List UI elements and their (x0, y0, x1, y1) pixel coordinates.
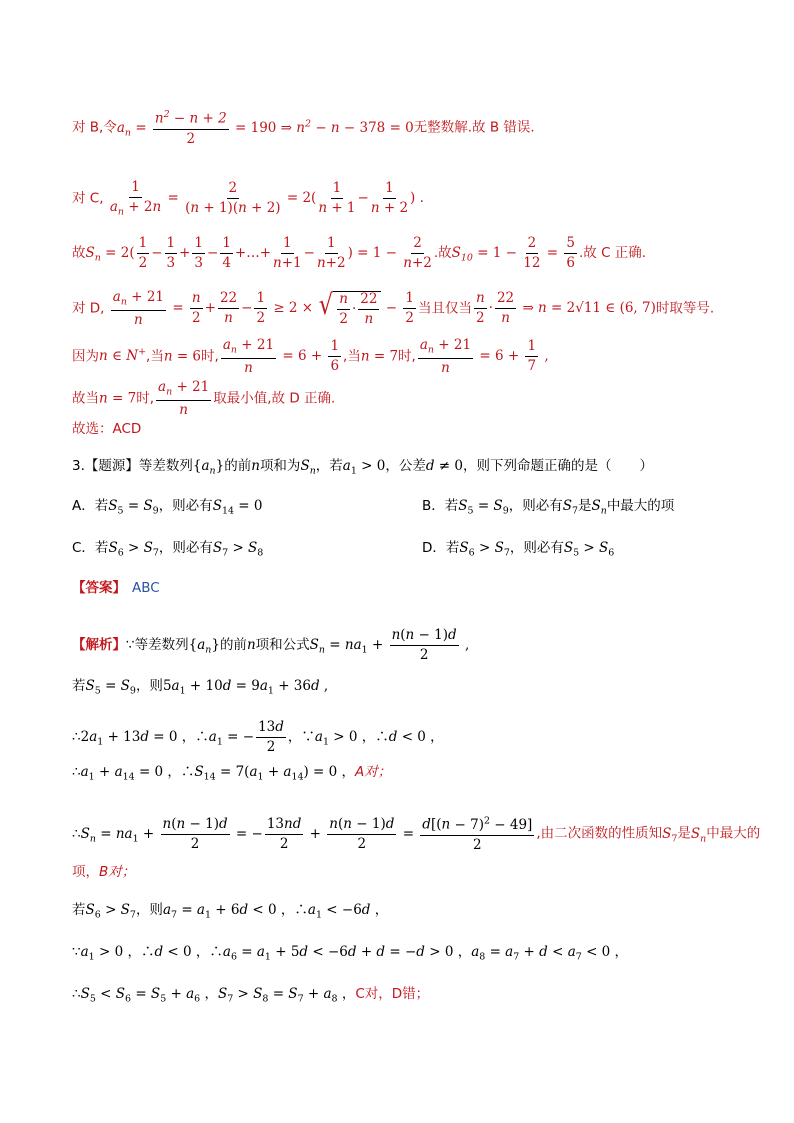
formula-f1: n = 7 (99, 390, 137, 407)
question-number: 3. (72, 458, 85, 474)
label-d: 对 D, (72, 300, 105, 317)
stem-2: 的前 (224, 458, 252, 474)
text-f3: 取最小值,故 D 正确. (213, 390, 336, 407)
analysis-text-6: 项， (72, 864, 99, 880)
formula-f2: $\frac{a_n + 21}{n}$ (158, 379, 210, 418)
formula-c3: $S_{10} = 1$ − $\frac{2}{12}$ = $\frac{5}{6}$ (451, 235, 575, 271)
option-a-label: A．若 (72, 498, 109, 514)
stem-3: 项和为 (259, 458, 301, 474)
text-c3: .故 (433, 244, 452, 261)
formula-q5: d ≠ 0 (425, 458, 463, 474)
analysis-tag: 【解析】 (72, 636, 126, 653)
text-c4: .故 C 正确. (578, 244, 647, 261)
formula-e4: n = 7 (360, 348, 399, 365)
analysis-text-1a: ∵等差数列 (126, 636, 189, 653)
label-b: 对 B,令 (72, 119, 117, 136)
analysis-text-2a: 若 (72, 678, 86, 694)
analysis-line-4 (72, 766, 734, 782)
text-f2: 时, (136, 390, 154, 407)
question-tag: 【题源】 (84, 458, 139, 474)
analysis-text-6b: B对； (99, 864, 136, 880)
text-d2: 时取等号. (655, 300, 715, 317)
stem-7: ） (639, 458, 653, 474)
answer-value: ABC (132, 580, 160, 596)
option-b-text3: 中最大的项 (606, 498, 675, 514)
solution-line-c (72, 180, 734, 218)
text-e3: 时, (201, 348, 219, 365)
formula-a4: $\therefore a_1 + a_{14} = 0$ ，$\therefore S_{14} = 7(a_1 + a_{14}) = 0$ ， (72, 764, 356, 783)
formula-e1: n ∈ N+ (99, 346, 147, 365)
formula-e5: $\frac{a_n + 21}{n}$ = 6 + $\frac{1}{7}$ , (419, 337, 549, 376)
analysis-text-2b: ，则 (135, 678, 163, 694)
answer-choice: 故选：ACD (72, 421, 142, 437)
analysis-line-7: 若$S_6 > S_7$，则$a_7 = a_1 + 6d < 0$ ，$\therefore a_1 < -6d$ ， (72, 902, 389, 921)
solution-line-f (72, 380, 734, 418)
option-c-text: ，则必有 (158, 540, 213, 556)
analysis-line-6 (72, 866, 734, 880)
analysis-line-9 (72, 988, 734, 1004)
analysis-text-1c: 项和公式 (255, 636, 310, 653)
analysis-line-2: 若$S_5 = S_9$，则$5a_1 + 10d = 9a_1 + 36d$ , (72, 678, 329, 697)
stem-4: ，若 (315, 458, 343, 474)
formula-e3: $\frac{a_n + 21}{n}$ = 6 + $\frac{1}{6}$ (222, 337, 340, 376)
analysis-line-1: 【解析】∵等差数列$\{a_n\}$的前n项和公式$S_n = na_1$ + $\frac{n(n - 1)d}{2}$ , (72, 627, 470, 663)
formula-a9: $\therefore S_5 < S_6 = S_5 + a_6$ ，$S_7 > S_8 = S_7 + a_8$ ， (72, 986, 356, 1005)
analysis-line-8 (72, 946, 734, 962)
text-e4: ,当 (343, 348, 361, 365)
option-d-label: D．若 (422, 540, 460, 556)
option-b-label: B．若 (422, 498, 459, 514)
option-a-text: ，则必有 (158, 498, 213, 514)
analysis-text-5c: 中最大的 (706, 825, 761, 842)
text-d: 当且仅当 (417, 300, 472, 317)
text-e1: 因为 (72, 348, 99, 365)
formula-q4: $a_1 > 0$ (342, 458, 386, 477)
formula-a1: $S_n = na_1$ + $\frac{n(n - 1)d}{2}$ , (309, 627, 470, 663)
text-b: 无整数解.故 B 错误. (413, 119, 535, 136)
text-c2: 故 (72, 244, 86, 261)
stem-5: ，公差 (385, 458, 426, 474)
analysis-line-5: $\therefore S_n = na_1$ + $\frac{n(n - 1)d}{2}$ = − $\frac{13nd}{2}$ + $\frac{n(n - 1)d}{2}$ = $\frac{d[(n - 7)^2 - 49]}{2}$ ,由二次函数的性质知$S_7$是$S_n$中最大的 (72, 815, 761, 853)
formula-a8: $\because a_1 > 0$ ，∴d < 0 ，$\therefore a_6 = a_1 + 5d < -6d + d = -d > 0$ ，$a_8 = a_7 + d < a_7 < 0$ ， (72, 944, 629, 963)
option-d-text: ，则必有 (509, 540, 564, 556)
stem-1: 等差数列 (138, 458, 193, 474)
label-c: 对 C, (72, 190, 104, 207)
analysis-line-3 (72, 720, 734, 755)
formula-b: $a_n$ = $\frac{n^2 - n + 2}{2}$ = 190 ⇒ $n^2 - n - 378 = 0$ (116, 109, 414, 147)
options-ab (72, 500, 734, 516)
formula-q3: $S_n$ (300, 458, 316, 477)
formula-a3: $\therefore 2a_1 + 13d = 0$ ，$\therefore a_1$ = − $\frac{13d}{2}$ ，$\because a_1 > 0$ ，∴d < 0 ， (72, 719, 444, 755)
option-c: C．若$S_6 > S_7$，则必有$S_7 > S_8$ (72, 540, 264, 559)
answer-tag: 【答案】 (72, 580, 126, 596)
option-c-label: C．若 (72, 540, 109, 556)
formula-a5: $\therefore S_n = na_1$ + $\frac{n(n - 1)d}{2}$ = − $\frac{13nd}{2}$ + $\frac{n(n - 1)d}{2}$ = $\frac{d[(n - 7)^2 - 49]}{2}$ (72, 815, 533, 853)
analysis-text-7a: 若 (72, 902, 86, 918)
solution-line-b (72, 110, 734, 146)
question-3-stem (72, 460, 734, 476)
option-d: D．若$S_6 > S_7$，则必有$S_5 > S_6$ (422, 540, 615, 559)
solution-line-d (72, 287, 734, 328)
formula-q2: n (251, 458, 260, 474)
analysis-text-1b: 的前 (219, 636, 247, 653)
text-e2: ,当 (146, 348, 164, 365)
formula-c2: $S_n = 2$( $\frac{1}{2}$ − $\frac{1}{3}$ + $\frac{1}{3}$ − $\frac{1}{4}$ +…+ $\frac{1}{n+1}$ − $\frac{1}{n+2}$ ) = 1 − $\frac{2}{n+2}$ (85, 235, 432, 271)
solution-line-e (72, 338, 734, 376)
option-b: B．若$S_5 = S_9$，则必有$S_7$是$S_n$中最大的项 (422, 498, 675, 517)
formula-e2: n = 6 (163, 348, 202, 365)
analysis-text-5a: ,由二次函数的性质知 (536, 825, 663, 842)
formula-d2: $\frac{n}{2}$ · $\frac{22}{n}$ ⇒ n = 2√11 ∈ (6, 7) (475, 290, 656, 327)
option-a: A．若$S_5 = S_9$，则必有$S_{14} = 0$ (72, 498, 263, 517)
option-b-text: ，则必有 (508, 498, 563, 514)
stem-6: ，则下列命题正确的是（ (463, 458, 612, 474)
formula-q1: $\{a_n\}$ (192, 458, 225, 477)
analysis-text-9: C对，D错； (355, 986, 430, 1002)
analysis-text-7b: ，则 (135, 902, 163, 918)
text-f1: 故当 (72, 390, 99, 407)
analysis-text-4: A对； (355, 764, 392, 780)
options-cd (72, 542, 734, 558)
analysis-text-5b: 是 (677, 825, 691, 842)
text-e5: 时, (398, 348, 416, 365)
answer-line (72, 582, 734, 596)
solution-line-c2 (72, 236, 734, 271)
formula-c: $\frac{1}{a_n + 2n}$ = $\frac{2}{(n + 1)(n + 2)}$ = 2( $\frac{1}{n + 1}$ − $\frac{1}{n + 2}$ ) . (109, 179, 424, 218)
formula-d: $\frac{a_n + 21}{n}$ = $\frac{n}{2}$ + $\frac{22}{n}$ − $\frac{1}{2}$ ≥ 2 × √ $\frac{n}{2}$ · $\frac{22}{n}$ − $\frac{1}{2}$ (112, 287, 414, 328)
option-b-text2: 是 (577, 498, 592, 514)
